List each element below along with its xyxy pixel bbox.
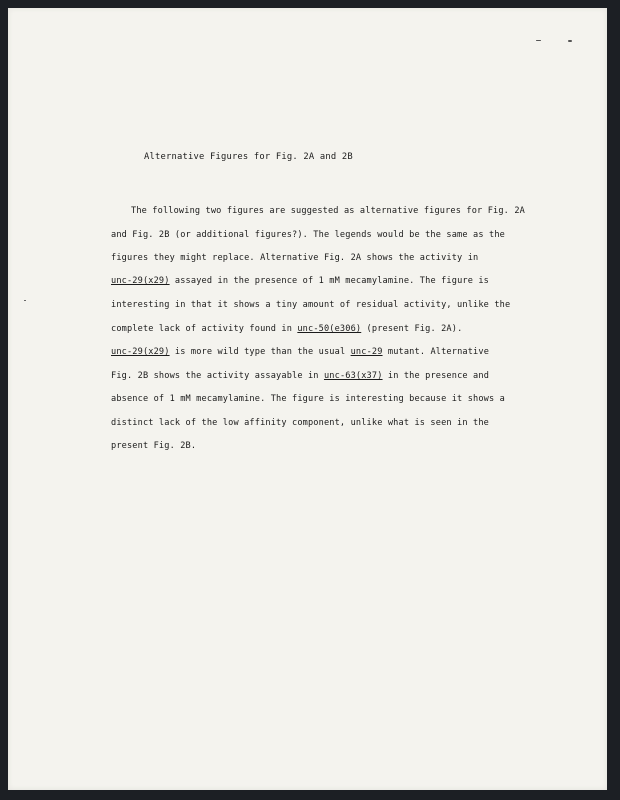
scan-speck — [568, 40, 572, 42]
body-line — [111, 230, 505, 240]
text-run: The following two figures are suggested as alternative figures for Fig. 2A — [131, 206, 525, 216]
text-run: is more wild type than the usual — [169, 347, 351, 357]
document-title: Alternative Figures for Fig. 2A and 2B — [144, 152, 353, 162]
body-line — [111, 253, 478, 263]
scan-speck — [536, 40, 541, 41]
text-run: interesting in that it shows a tiny amount of residual activity, unlike the — [111, 300, 511, 310]
body-line — [111, 276, 489, 286]
body-line — [111, 324, 462, 334]
body-line — [111, 441, 196, 451]
gene-name: unc-50(e306) — [297, 324, 362, 334]
gene-name: unc-29(x29) — [111, 347, 170, 357]
text-run: (present Fig. 2A). — [361, 324, 463, 334]
body-line — [111, 371, 489, 381]
body-line — [111, 418, 489, 428]
body-line — [131, 206, 525, 216]
gene-name: unc-29(x29) — [111, 276, 170, 286]
body-line — [111, 347, 489, 357]
text-run: figures they might replace. Alternative Fig. 2A shows the activity in — [111, 253, 479, 263]
scan-speck — [24, 300, 26, 301]
text-run: Fig. 2B shows the activity assayable in — [111, 371, 324, 381]
gene-name: unc-29 — [350, 347, 383, 357]
text-run: complete lack of activity found in — [111, 324, 298, 334]
text-run: absence of 1 mM mecamylamine. The figure is interesting because it shows a — [111, 394, 505, 404]
text-run: mutant. Alternative — [382, 347, 490, 357]
text-run: in the presence and — [382, 371, 490, 381]
text-run: and Fig. 2B (or additional figures?). The legends would be the same as the — [111, 230, 505, 240]
text-run: distinct lack of the low affinity component, unlike what is seen in the — [111, 418, 489, 428]
text-run: present Fig. 2B. — [111, 441, 197, 451]
body-line — [111, 300, 510, 310]
gene-name: unc-63(x37) — [323, 371, 383, 381]
text-run: assayed in the presence of 1 mM mecamylamine. The figure is — [169, 276, 490, 286]
body-line — [111, 394, 505, 404]
paper-sheet — [8, 8, 607, 790]
